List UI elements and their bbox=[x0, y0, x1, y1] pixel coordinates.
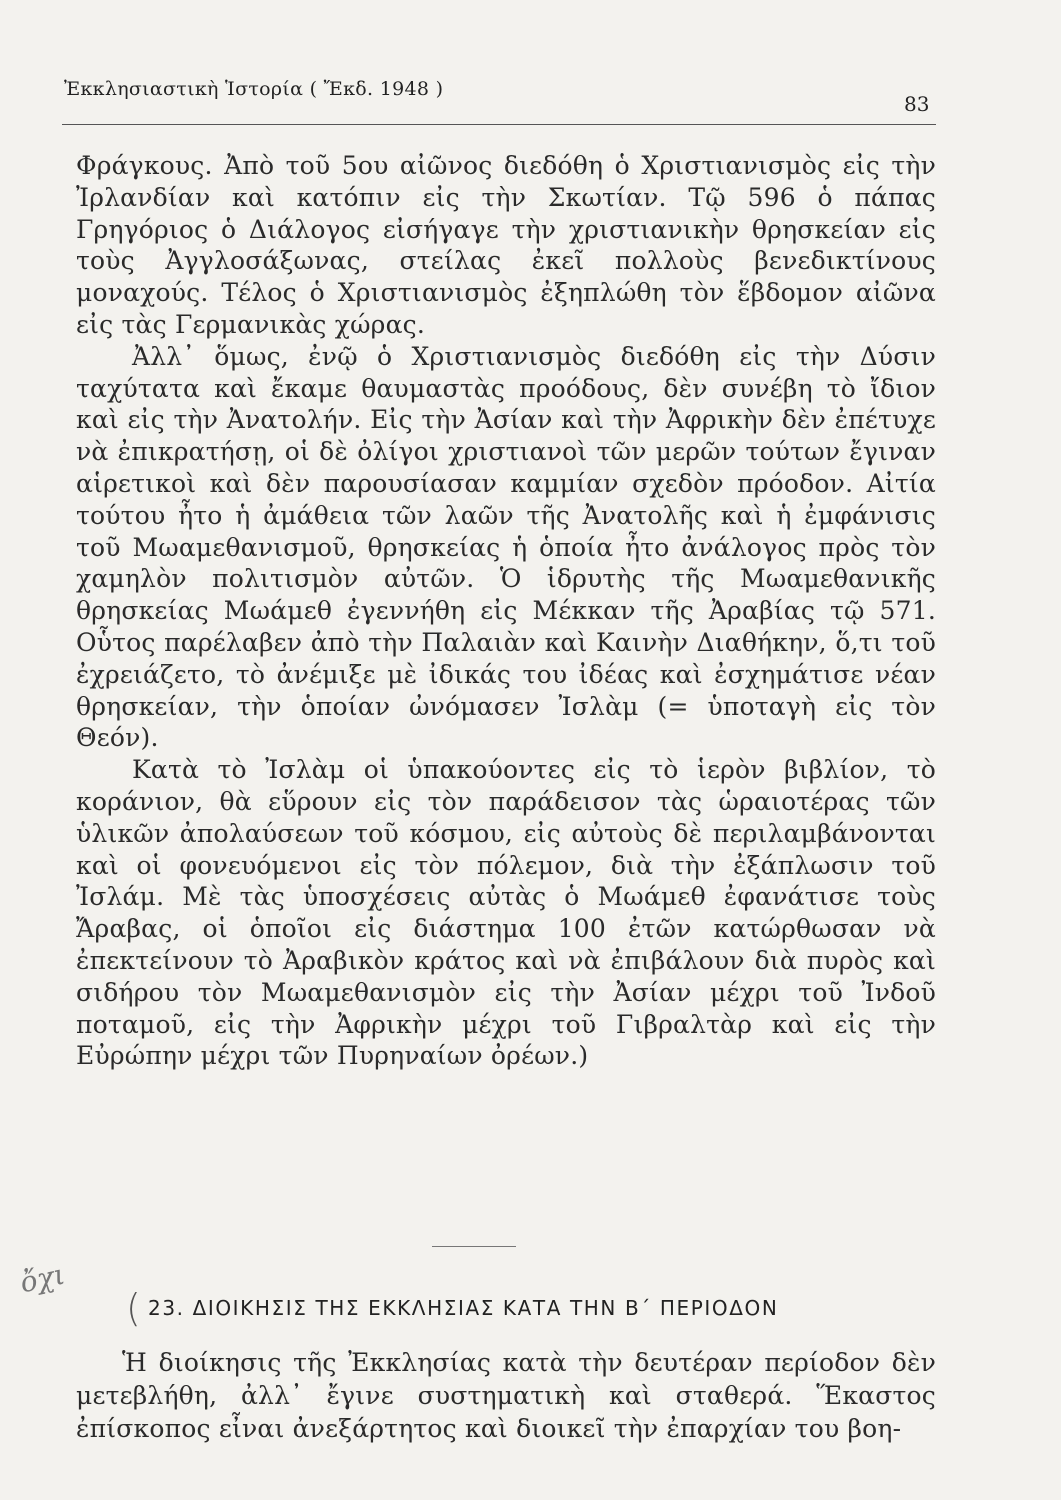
paragraph: Κατὰ τὸ Ἰσλὰμ οἱ ὑπακούοντες εἰς τὸ ἱερὸν βιβλίον, τὸ κοράνιον, θὰ εὕρουν εἰς τὸν παράδεισον τὰς ὡραιοτέρας τῶν ὑλικῶν ἀπολαύσεων τοῦ κόσμου, εἰς αὐτοὺς δὲ περιλαμβάνονται καὶ οἱ φονευόμενοι εἰς τὸν πόλεμον, διὰ τὴν ἐξάπλωσιν τοῦ Ἰσλάμ. Μὲ τὰς ὑποσχέσεις αὐτὰς ὁ Μωάμεθ ἐφανάτισε τοὺς Ἄραβας, οἱ ὁποῖοι εἰς διάστημα 100 ἐτῶν κατώρθωσαν νὰ ἐπεκτείνουν τὸ Ἀραβικὸν κράτος καὶ νὰ ἐπιβάλουν διὰ πυρὸς καὶ σιδήρου τὸν Μωαμεθανισμὸν εἰς τὴν Ἀσίαν μέχρι τοῦ Ἰνδοῦ ποταμοῦ, εἰς τὴν Ἀφρικὴν μέχρι τοῦ Γιβραλτὰρ καὶ εἰς τὴν Εὐρώπην μέχρι τῶν Πυρηναίων ὀρέων.) bbox=[76, 755, 936, 1071]
header-rule bbox=[62, 124, 936, 125]
section-heading-text: 23. ΔΙΟΙΚΗΣΙΣ ΤΗΣ ΕΚΚΛΗΣΙΑΣ ΚΑΤΑ ΤΗΝ Β΄ ΠΕΡΙΟΔΟΝ bbox=[148, 1296, 779, 1320]
paragraph: Ἡ διοίκησις τῆς Ἐκκλησίας κατὰ τὴν δευτέραν περίοδον δὲν μετεβλήθη, ἀλλ᾽ ἔγινε συστηματικὴ καὶ σταθερά. Ἕκαστος ἐπίσκοπος εἶναι ἀνεξάρτητος καὶ διοικεῖ τὴν ἐπαρχίαν του βοη- bbox=[76, 1348, 936, 1443]
page-number: 83 bbox=[904, 92, 930, 116]
paragraph: Φράγκους. Ἀπὸ τοῦ 5ου αἰῶνος διεδόθη ὁ Χριστιανισμὸς εἰς τὴν Ἰρλανδίαν καὶ κατόπιν εἰς τὴν Σκωτίαν. Τῷ 596 ὁ πάπας Γρηγόριος ὁ Διάλογος εἰσήγαγε τὴν χριστιανικὴν θρησκείαν εἰς τοὺς Ἀγγλοσάξωνας, στείλας ἐκεῖ πολλοὺς βενεδικτίνους μοναχούς. Τέλος ὁ Χριστιανισμὸς ἐξηπλώθη τὸν ἕβδομον αἰῶνα εἰς τὰς Γερμανικὰς χώρας. bbox=[76, 151, 936, 339]
running-title: Ἐκκλησιαστικὴ Ἱστορία ( Ἔκδ. 1948 ) bbox=[64, 78, 444, 100]
section-text bbox=[76, 1346, 936, 1445]
handwritten-margin-note: ὄχι bbox=[17, 1257, 68, 1300]
handwritten-bracket-mark: ( bbox=[126, 1286, 143, 1330]
main-text bbox=[76, 150, 936, 1072]
section-divider bbox=[432, 1246, 516, 1247]
paragraph: Ἀλλ᾽ ὅμως, ἐνῷ ὁ Χριστιανισμὸς διεδόθη εἰς τὴν Δύσιν ταχύτατα καὶ ἔκαμε θαυμαστὰς προόδους, δὲν συνέβη τὸ ἴδιον καὶ εἰς τὴν Ἀνατολήν. Εἰς τὴν Ἀσίαν καὶ τὴν Ἀφρικὴν δὲν ἐπέτυχε νὰ ἐπικρατήσῃ, οἱ δὲ ὀλίγοι χριστιανοὶ τῶν μερῶν τούτων ἔγιναν αἱρετικοὶ καὶ δὲν παρουσίασαν καμμίαν σχεδὸν πρόοδον. Αἰτία τούτου ἦτο ἡ ἀμάθεια τῶν λαῶν τῆς Ἀνατολῆς καὶ ἡ ἐμφάνισις τοῦ Μωαμεθανισμοῦ, θρησκείας ἡ ὁποία ἦτο ἀνάλογος πρὸς τὸν χαμηλὸν πολιτισμὸν αὐτῶν. Ὁ ἱδρυτὴς τῆς Μωαμεθανικῆς θρησκείας Μωάμεθ ἐγεννήθη εἰς Μέκκαν τῆς Ἀραβίας τῷ 571. Οὗτος παρέλαβεν ἀπὸ τὴν Παλαιὰν καὶ Καινὴν Διαθήκην, ὅ,τι τοῦ ἐχρειάζετο, τὸ ἀνέμιξε μὲ ἰδικάς του ἰδέας καὶ ἐσχημάτισε νέαν θρησκείαν, τὴν ὁποίαν ὠνόμασεν Ἰσλὰμ (= ὑποταγὴ εἰς τὸν Θεόν). bbox=[76, 341, 936, 753]
section-heading bbox=[126, 1286, 779, 1330]
